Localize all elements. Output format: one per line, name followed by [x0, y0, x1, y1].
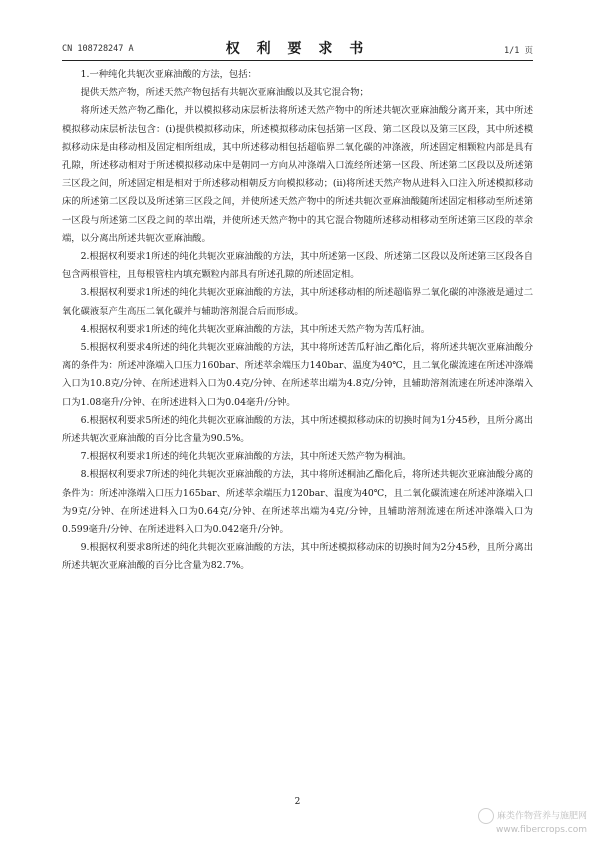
claim-1-intro: 1.一种纯化共轭次亚麻油酸的方法，包括：: [80, 69, 257, 80]
claim-1-step-provide: 提供天然产物，所述天然产物包括有共轭次亚麻油酸以及其它混合物；: [80, 87, 369, 99]
claim-6: 6.根据权利要求5所述的纯化共轭次亚麻油酸的方法，其中所述模拟移动床的切换时间为1分45秒，且所分离出所述共轭次亚麻油酸的百分比含量为90.5%。: [62, 414, 533, 445]
watermark-url: www.fibercrops.com: [496, 825, 587, 835]
site-watermark: [478, 808, 587, 836]
claim-4: 4.根据权利要求1所述的纯化共轭次亚麻油酸的方法，其中所述天然产物为苦瓜籽油。: [80, 323, 431, 335]
claim-5: 5.根据权利要求4所述的纯化共轭次亚麻油酸的方法，其中将所述苦瓜籽油乙酯化后，将所述共轭次亚麻油酸分离的条件为：所述冲涤端入口压力160bar、所述萃余端压力140bar、温度为40℃，且二氧化碳流速在所述冲涤端入口为10.8克/分钟、在所述进料入口为0.4克/分钟、在所述萃出端为4.8克/分钟，且辅助溶剂流速在所述冲涤端入口为1.08毫升/分钟、在所述进料入口为0.04毫升/分钟。: [62, 342, 533, 408]
header-divider: [62, 60, 533, 61]
claim-1-step-esterify: 将所述天然产物乙酯化，并以模拟移动床层析法将所述天然产物中的所述共轭次亚麻油酸分离开来，其中所述模拟移动床层析法包含：(i)提供模拟移动床，所述模拟移动床包括第一区段、第二区段以及第三区段，其中所述模拟移动床是由移动相及固定相所组成，其中所述移动相包括超临界二氧化碳的冲涤液，所述固定相颗粒内部是具有孔隙，所述移动相对于所述模拟移动床中是朝同一方向从冲涤端入口流经所述第一区段、所述第二区段以及所述第三区段之间，所述固定相是相对于所述移动相朝反方向模拟移动；(ii)将所述天然产物从进料入口注入所述模拟移动床的所述第二区段以及所述第三区段之间，并使所述天然产物中的所述共轭次亚麻油酸随所述固定相移动至所述第一区段与所述第二区段之间的萃出端，并使所述天然产物中的其它混合物随所述移动相移动至所述第三区段的萃余端，以分离出所述共轭次亚麻油酸。: [62, 105, 533, 244]
claim-8: 8.根据权利要求7所述的纯化共轭次亚麻油酸的方法，其中将所述桐油乙酯化后，将所述共轭次亚麻油酸分离的条件为：所述冲涤端入口压力165bar、所述萃余端压力120bar、温度为40℃，且二氧化碳流速在所述冲涤端入口为9克/分钟、在所述进料入口为0.64克/分钟、在所述萃出端为4克/分钟，且辅助溶剂流速在所述冲涤端入口为0.599毫升/分钟、在所述进料入口为0.042毫升/分钟。: [62, 469, 533, 536]
claim-9: 9.根据权利要求8所述的纯化共轭次亚麻油酸的方法，其中所述模拟移动床的切换时间为2分45秒，且所分离出所述共轭次亚麻油酸的百分比含量为82.7%。: [62, 542, 533, 572]
page-title: 权 利 要 求 书: [225, 41, 370, 57]
page-number: 2: [294, 797, 301, 807]
page-header: [62, 38, 533, 58]
claim-2: 2.根据权利要求1所述的纯化共轭次亚麻油酸的方法，其中所述第一区段、所述第二区段以及所述第三区段各自包含两根管柱，且每根管柱内填充颗粒内部具有所述孔隙的所述固定相。: [62, 251, 533, 281]
patent-number: CN 108728247 A: [62, 44, 134, 54]
claim-3: 3.根据权利要求1所述的纯化共轭次亚麻油酸的方法，其中所述移动相的所述超临界二氧化碳的冲涤液是通过二氧化碳液泵产生高压二氧化碳并与辅助溶剂混合后而形成。: [62, 287, 533, 317]
watermark-logo-icon: [478, 808, 494, 824]
watermark-site-name: 麻类作物营养与施肥网: [496, 811, 587, 822]
claims-body: [62, 66, 533, 576]
claim-7: 7.根据权利要求1所述的纯化共轭次亚麻油酸的方法，其中所述天然产物为桐油。: [80, 451, 412, 463]
page-indicator: 1/1 页: [504, 46, 533, 56]
